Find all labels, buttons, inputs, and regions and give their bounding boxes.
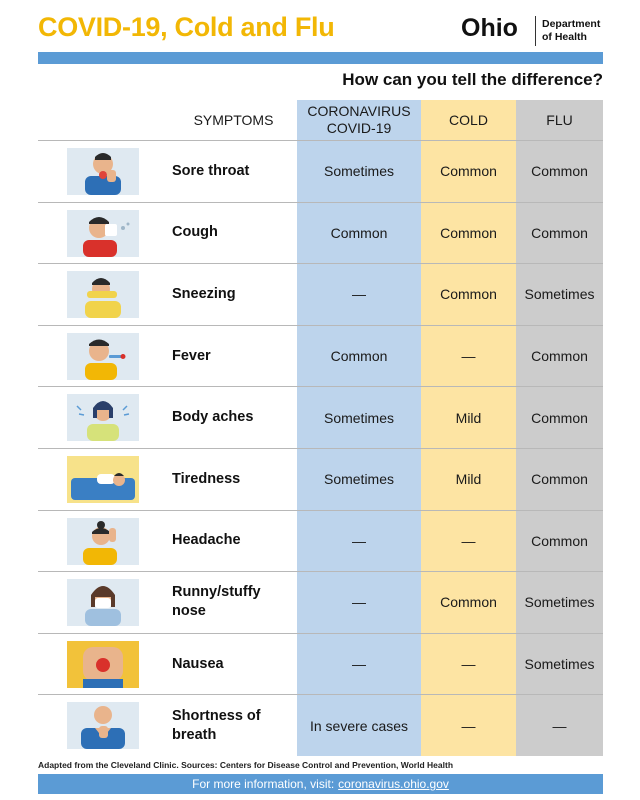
covid-value: — xyxy=(352,656,366,673)
footnote: Adapted from the Cleveland Clinic. Sources: Centers for Disease Control and Prevention, World Health xyxy=(38,760,454,770)
flu-value: Sometimes xyxy=(524,594,595,611)
runny-nose-icon xyxy=(67,579,139,626)
footer-text: For more information, visit: xyxy=(192,777,335,791)
table-row xyxy=(38,386,603,448)
logo-divider xyxy=(535,16,536,46)
fever-icon xyxy=(67,333,139,380)
sore-throat-icon xyxy=(67,148,139,195)
header-covid: CORONAVIRUS COVID-19 xyxy=(307,103,411,136)
page-title: COVID-19, Cold and Flu xyxy=(38,12,335,42)
top-accent-bar xyxy=(38,52,603,64)
symptom-label: Shortness of breath xyxy=(172,707,261,743)
symptom-label: Fever xyxy=(172,347,211,364)
symptom-label: Tiredness xyxy=(172,470,241,487)
cold-value: — xyxy=(461,348,476,365)
footer-bar xyxy=(38,774,603,794)
cold-value: — xyxy=(461,717,476,734)
header-flu: FLU xyxy=(546,111,573,128)
footer-link[interactable]: coronavirus.ohio.gov xyxy=(338,777,449,791)
flu-value: Sometimes xyxy=(524,286,595,303)
covid-value: — xyxy=(352,532,366,549)
flu-value: Common xyxy=(531,471,588,488)
department-name: Department of Health xyxy=(542,18,601,43)
covid-value: Sometimes xyxy=(323,471,395,488)
header-symptoms: SYMPTOMS xyxy=(193,111,274,128)
symptom-table xyxy=(38,140,603,756)
table-row xyxy=(38,510,603,572)
covid-value: Common xyxy=(330,348,388,365)
table-row xyxy=(38,202,603,264)
header-cold: COLD xyxy=(449,111,488,128)
table-row xyxy=(38,263,603,325)
flu-value: Sometimes xyxy=(524,656,595,673)
sneezing-icon xyxy=(67,271,139,318)
flu-value: Common xyxy=(531,409,588,426)
symptom-label: Body aches xyxy=(172,409,254,426)
covid-value: Sometimes xyxy=(323,409,395,426)
cold-value: Common xyxy=(440,594,497,611)
table-row xyxy=(38,325,603,387)
body-aches-icon xyxy=(67,394,139,441)
covid-value: — xyxy=(352,594,366,611)
subtitle: How can you tell the difference? xyxy=(342,70,603,89)
table-row xyxy=(38,571,603,633)
cold-value: Mild xyxy=(455,471,482,488)
cold-value: Mild xyxy=(455,409,482,426)
symptom-label: Headache xyxy=(172,532,241,549)
covid-value: In severe cases xyxy=(309,717,409,734)
cold-value: Common xyxy=(440,224,497,241)
headache-icon xyxy=(67,518,139,565)
table-row xyxy=(38,448,603,510)
covid-value: — xyxy=(352,286,366,303)
ohio-logo: Ohio xyxy=(461,14,518,42)
cough-icon xyxy=(67,210,139,257)
tiredness-icon xyxy=(67,456,139,503)
symptom-label: Sore throat xyxy=(172,162,250,179)
shortness-of-breath-icon xyxy=(67,702,139,749)
cold-value: — xyxy=(461,656,476,673)
symptom-label: Runny/stuffy nose xyxy=(172,584,261,620)
symptom-label: Sneezing xyxy=(172,285,236,302)
cold-value: Common xyxy=(440,286,497,303)
table-row xyxy=(38,633,603,695)
cold-value: Common xyxy=(440,163,497,180)
table-row xyxy=(38,140,603,202)
symptom-label: Cough xyxy=(172,224,218,241)
flu-value: Common xyxy=(531,532,588,549)
covid-value: Common xyxy=(330,224,388,241)
covid-value: Sometimes xyxy=(323,163,395,180)
flu-value: — xyxy=(552,717,567,734)
symptom-label: Nausea xyxy=(172,655,224,672)
nausea-icon xyxy=(67,641,139,688)
table-row xyxy=(38,694,603,756)
cold-value: — xyxy=(461,532,476,549)
flu-value: Common xyxy=(531,163,588,180)
flu-value: Common xyxy=(531,348,588,365)
flu-value: Common xyxy=(531,224,588,241)
